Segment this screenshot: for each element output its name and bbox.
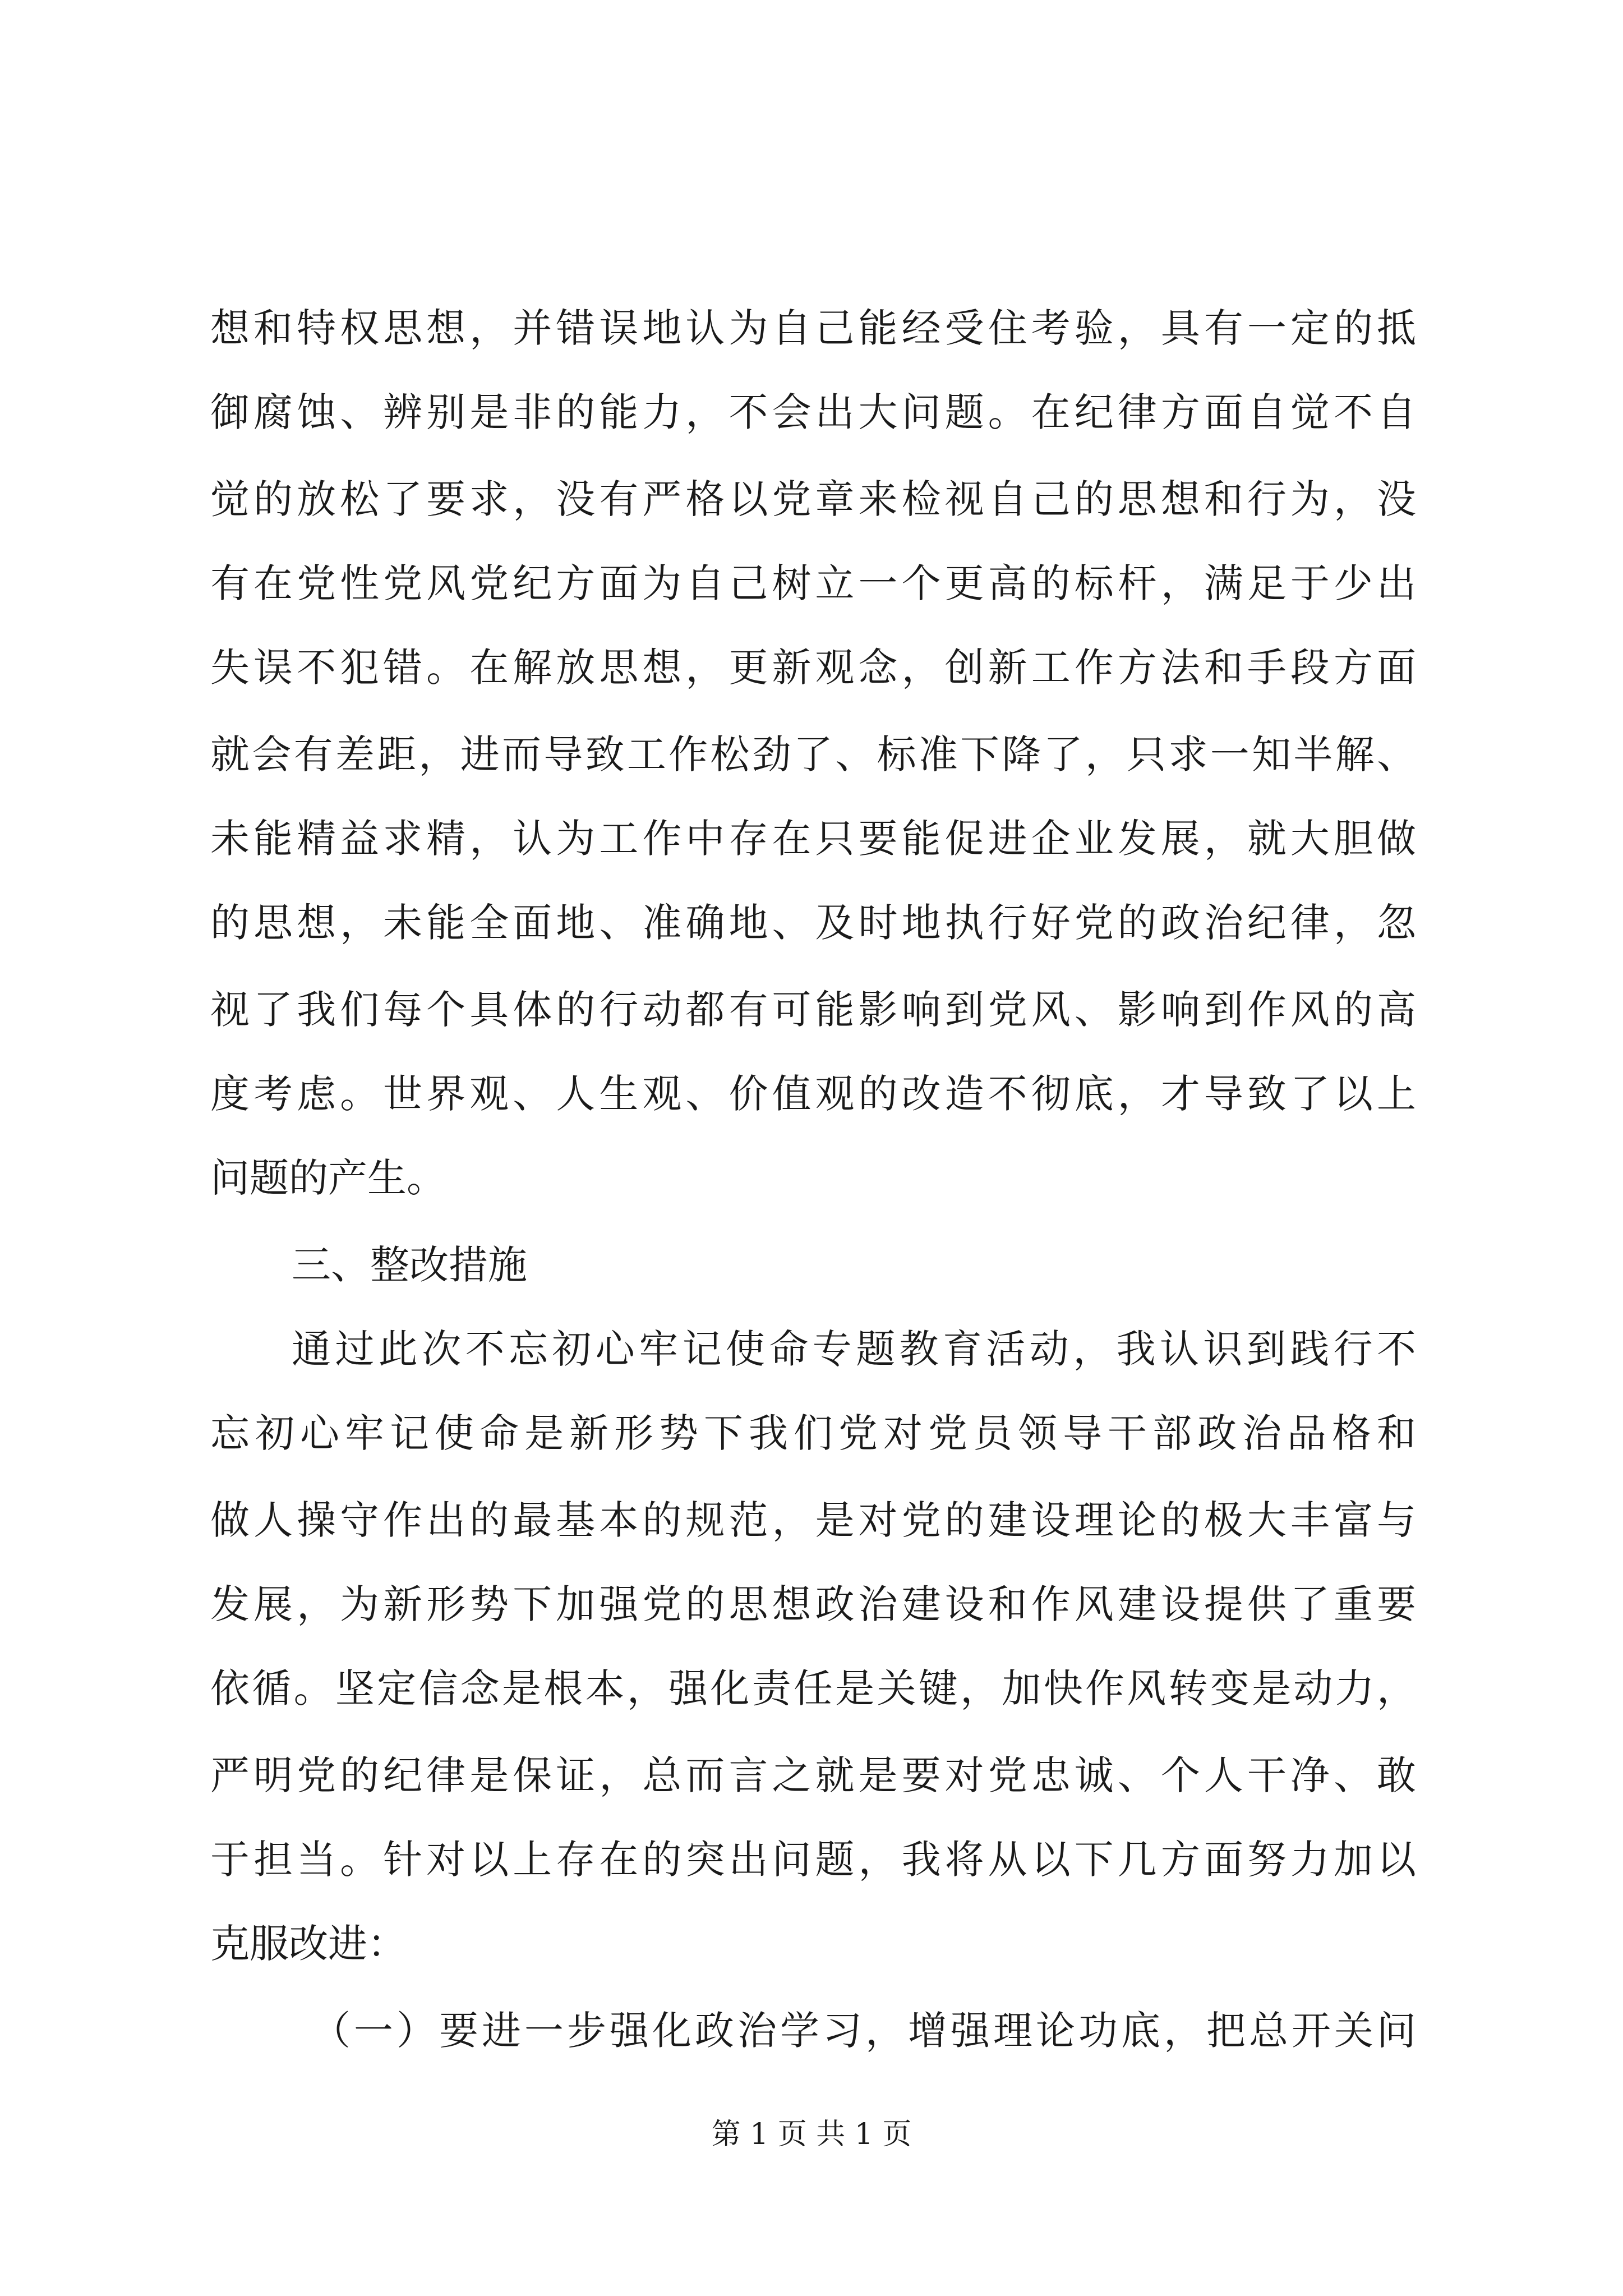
subsection-line-1: （一）要进一步强化政治学习，增强理论功底，把总开关问 [311,2008,1416,2054]
body-line-10: 度考虑。世界观、人生观、价值观的改造不彻底，才导致了以上 [210,1071,1416,1117]
body-line-4: 有在党性党风党纪方面为自己树立一个更高的标杆，满足于少出 [210,560,1416,606]
body-line-14: 忘初心牢记使命是新形势下我们党对党员领导干部政治品格和 [210,1410,1416,1456]
body-line-3: 觉的放松了要求，没有严格以党章来检视自己的思想和行为，没 [210,476,1416,522]
body-line-19: 于担当。针对以上存在的突出问题，我将从以下几方面努力加以 [210,1837,1416,1883]
body-line-1: 想和特权思想，并错误地认为自己能经受住考验，具有一定的抵 [210,305,1416,351]
body-line-13: 通过此次不忘初心牢记使命专题教育活动，我认识到践行不 [292,1326,1416,1372]
body-line-8: 的思想，未能全面地、准确地、及时地执行好党的政治纪律，忽 [210,900,1416,946]
section-heading: 三、整改措施 [292,1242,527,1288]
body-line-18: 严明党的纪律是保证，总而言之就是要对党忠诚、个人干净、敢 [210,1752,1416,1798]
body-line-6: 就会有差距，进而导致工作松劲了、标准下降了，只求一知半解、 [210,731,1416,777]
body-line-15: 做人操守作出的最基本的规范，是对党的建设理论的极大丰富与 [210,1497,1416,1543]
page-number-footer: 第 1 页 共 1 页 [711,2118,912,2151]
body-line-11: 问题的产生。 [210,1155,446,1201]
body-line-17: 依循。坚定信念是根本，强化责任是关键，加快作风转变是动力， [210,1665,1416,1711]
body-line-16: 发展，为新形势下加强党的思想政治建设和作风建设提供了重要 [210,1581,1416,1627]
body-line-7: 未能精益求精，认为工作中存在只要能促进企业发展，就大胆做 [210,816,1416,862]
body-line-5: 失误不犯错。在解放思想，更新观念，创新工作方法和手段方面 [210,645,1416,691]
body-line-9: 视了我们每个具体的行动都有可能影响到党风、影响到作风的高 [210,987,1416,1033]
body-line-2: 御腐蚀、辨别是非的能力，不会出大问题。在纪律方面自觉不自 [210,389,1416,435]
body-line-20: 克服改进： [210,1921,407,1967]
